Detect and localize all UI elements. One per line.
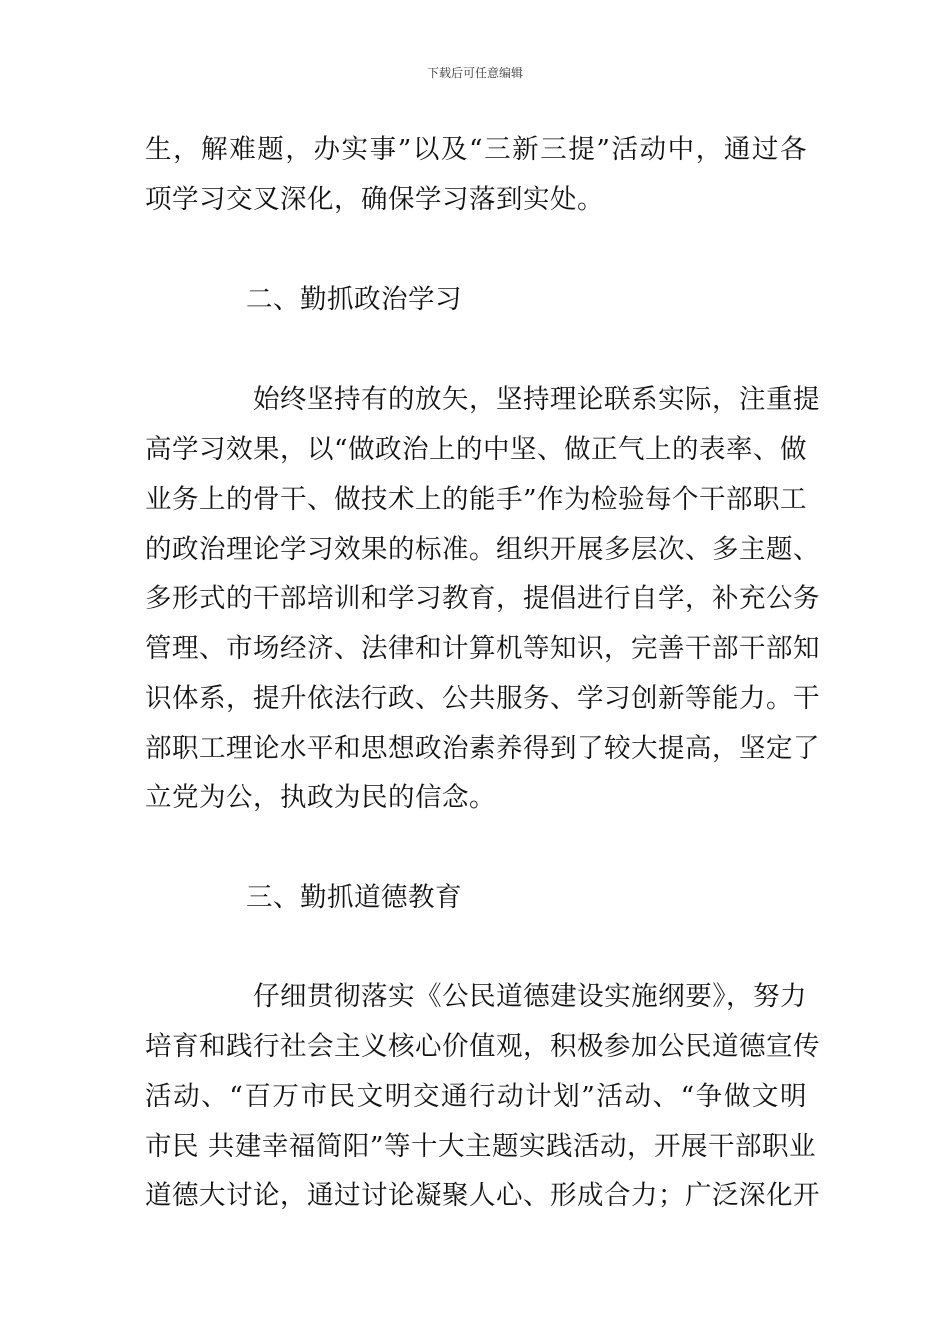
paragraph-2-line: 管理、市场经济、法律和计算机等知识，完善干部干部知 xyxy=(145,633,820,664)
paragraph-3-line: 道德大讨论，通过讨论凝聚人心、形成合力；广泛深化开 xyxy=(145,1180,820,1211)
paragraph-2-line: 立党为公，执政为民的信念。 xyxy=(145,782,496,813)
paragraph-2-line: 的政治理论学习效果的标准。组织开展多层次、多主题、 xyxy=(145,534,820,565)
paragraph-2-line: 高学习效果，以“做政治上的中坚、做正气上的表率、做 xyxy=(145,434,808,465)
paragraph-2-line: 业务上的骨干、做技术上的能手”作为检验每个干部职工 xyxy=(145,484,808,515)
paragraph-3-line: 市民 共建幸福简阳”等十大主题实践活动，开展干部职业 xyxy=(145,1131,816,1162)
paragraph-2-line: 始终坚持有的放矢，坚持理论联系实际，注重提 xyxy=(253,384,820,415)
paragraph-2-line: 部职工理论水平和思想政治素养得到了较大提高，坚定了 xyxy=(145,733,820,764)
page-header-note: 下载后可任意编辑 xyxy=(426,66,523,80)
paragraph-3-line: 仔细贯彻落实《公民道德建设实施纲要》，努力 xyxy=(253,981,807,1012)
paragraph-1-line: 生，解难题，办实事”以及“三新三提”活动中，通过各 xyxy=(145,134,807,165)
paragraph-3-line: 培育和践行社会主义核心价值观，积极参加公民道德宣传 xyxy=(145,1031,820,1062)
paragraph-2-line: 多形式的干部培训和学习教育，提倡进行自学，补充公务 xyxy=(145,583,820,614)
paragraph-2-line: 识体系，提升依法行政、公共服务、学习创新等能力。干 xyxy=(145,683,820,714)
section-heading-2: 二、勤抓政治学习 xyxy=(246,284,462,315)
section-heading-3: 三、勤抓道德教育 xyxy=(246,882,462,913)
paragraph-1-line: 项学习交叉深化，确保学习落到实处。 xyxy=(145,184,604,215)
paragraph-3-line: 活动、“百万市民文明交通行动计划”活动、“争做文明 xyxy=(145,1081,807,1112)
